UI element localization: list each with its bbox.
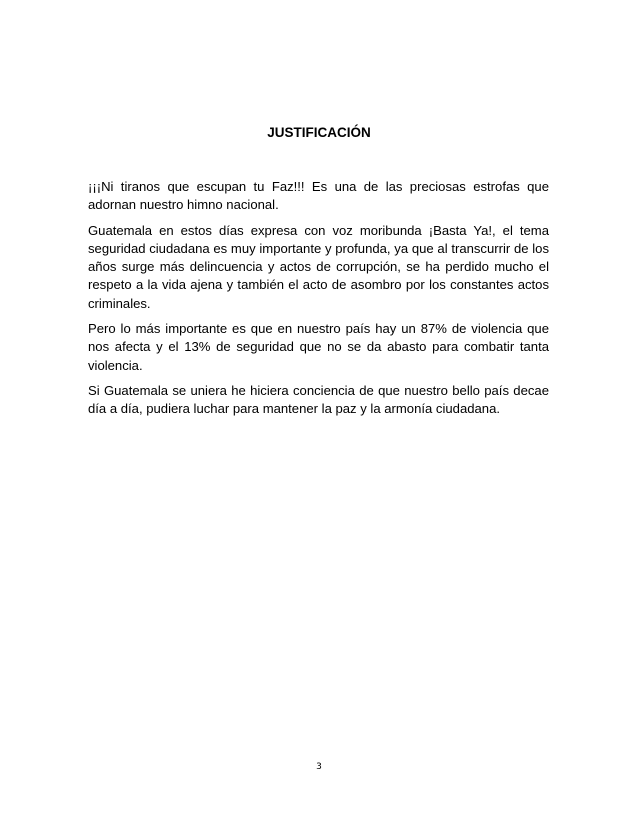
paragraph-1: ¡¡¡Ni tiranos que escupan tu Faz!!! Es una de las preciosas estrofas que adornan nuestro himno nacional. — [88, 179, 549, 213]
paragraph-2: Guatemala en estos días expresa con voz moribunda ¡Basta Ya!, el tema seguridad ciudadana es muy importante y profunda, ya que al transcurrir de los años surge más delincuencia y actos de corrupción, se ha perdido mucho el respeto a la vida ajena y también el acto de asombro por los constantes actos criminales. — [88, 222, 549, 311]
paragraph-3: Pero lo más importante es que en nuestro país hay un 87% de violencia que nos afecta y el 13% de seguridad que no se da abasto para combatir tanta violencia. — [88, 321, 549, 373]
page-title: JUSTIFICACIÓN — [267, 125, 371, 140]
body-text — [88, 178, 549, 426]
page-number: 3 — [316, 762, 322, 772]
paragraph-4: Si Guatemala se uniera he hiciera conciencia de que nuestro bello país decae día a día, pudiera luchar para mantener la paz y la armonía ciudadana. — [88, 382, 549, 417]
